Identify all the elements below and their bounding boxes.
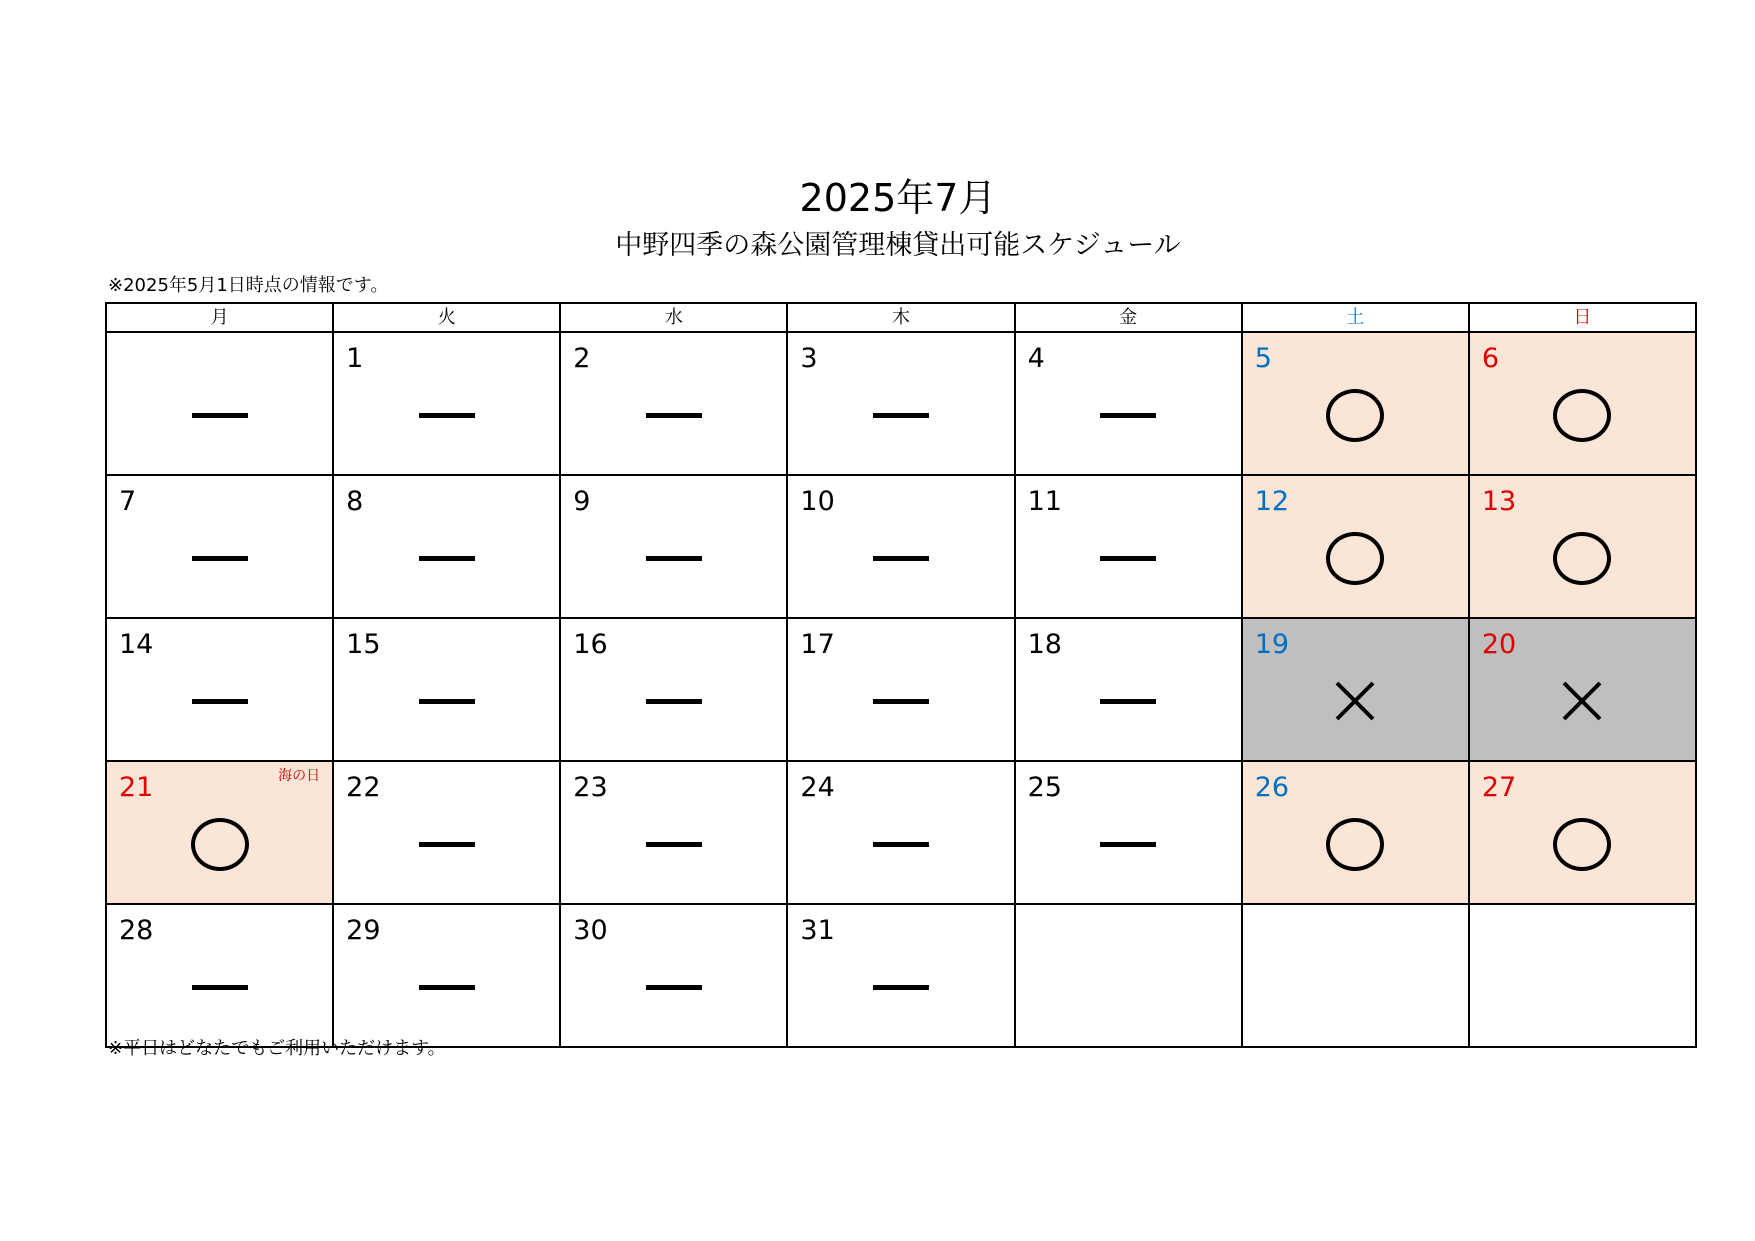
day-number: 1 [346, 343, 364, 374]
day-cell [1469, 332, 1696, 475]
day-cell [787, 904, 1014, 1047]
empty-day-cell [1469, 904, 1696, 1047]
holiday-label: 海の日 [278, 768, 321, 784]
unavailable-dash-icon [788, 504, 1013, 612]
day-cell [333, 904, 560, 1047]
weekday-header-row [106, 303, 1696, 332]
day-number: 20 [1481, 629, 1517, 660]
day-cell [1469, 618, 1696, 761]
day-number: 14 [119, 629, 154, 660]
day-cell [1242, 475, 1469, 618]
unavailable-dash-icon [334, 933, 559, 1041]
day-cell [106, 475, 333, 618]
day-number: 2 [573, 343, 591, 374]
calendar-week-row [106, 332, 1696, 475]
calendar-subtitle: 中野四季の森公園管理棟貸出可能スケジュール [615, 230, 1181, 261]
day-cell [560, 761, 787, 904]
day-number: 18 [1027, 629, 1062, 660]
unavailable-dash-icon [107, 504, 332, 612]
booked-cross-icon [1470, 647, 1695, 755]
day-cell [560, 475, 787, 618]
day-cell [333, 761, 560, 904]
day-cell [787, 475, 1014, 618]
day-cell [560, 904, 787, 1047]
day-number: 7 [119, 486, 137, 517]
day-cell [106, 618, 333, 761]
unavailable-dash-icon [334, 790, 559, 898]
day-cell [1015, 475, 1242, 618]
day-number: 19 [1254, 629, 1290, 660]
unavailable-dash-icon [1016, 361, 1241, 469]
day-cell [106, 761, 333, 904]
day-cell [1242, 618, 1469, 761]
day-cell [1015, 332, 1242, 475]
day-number: 6 [1481, 343, 1500, 374]
day-number: 9 [573, 486, 591, 517]
available-circle-icon [1243, 504, 1468, 612]
day-number: 23 [573, 772, 608, 803]
unavailable-dash-icon [561, 647, 786, 755]
day-cell [106, 904, 333, 1047]
empty-day-cell [1015, 904, 1242, 1047]
day-number: 15 [346, 629, 381, 660]
weekday-usage-note: ※平日はどなたでもご利用いただけます。 [108, 1038, 446, 1059]
day-number: 10 [800, 486, 835, 517]
day-number: 26 [1254, 772, 1290, 803]
day-number: 30 [573, 915, 608, 946]
calendar-week-row [106, 761, 1696, 904]
unavailable-dash-icon [561, 361, 786, 469]
day-cell [333, 332, 560, 475]
available-circle-icon [107, 790, 332, 898]
booked-cross-icon [1243, 647, 1468, 755]
day-cell [1015, 618, 1242, 761]
day-cell [787, 761, 1014, 904]
day-cell [560, 618, 787, 761]
day-cell [333, 475, 560, 618]
day-number: 27 [1481, 772, 1517, 803]
weekday-header: 土 [1242, 303, 1469, 332]
day-number: 3 [800, 343, 818, 374]
calendar-week-row [106, 904, 1696, 1047]
available-circle-icon [1243, 361, 1468, 469]
day-number: 25 [1027, 772, 1062, 803]
calendar-week-row [106, 618, 1696, 761]
unavailable-dash-icon [334, 647, 559, 755]
unavailable-dash-icon [561, 504, 786, 612]
unavailable-dash-icon [334, 361, 559, 469]
weekday-header: 火 [333, 303, 560, 332]
day-number: 5 [1254, 343, 1272, 374]
day-cell [1015, 761, 1242, 904]
day-cell [1469, 475, 1696, 618]
unavailable-dash-icon [788, 790, 1013, 898]
unavailable-dash-icon [107, 647, 332, 755]
calendar-weeks [106, 332, 1696, 1047]
weekday-header: 木 [787, 303, 1014, 332]
weekday-header: 水 [560, 303, 787, 332]
day-number: 4 [1027, 343, 1045, 374]
day-cell [787, 618, 1014, 761]
day-number: 17 [800, 629, 835, 660]
day-number: 21 [119, 772, 154, 803]
day-number: 8 [346, 486, 364, 517]
weekday-header: 月 [106, 303, 333, 332]
day-number: 29 [346, 915, 381, 946]
day-cell [787, 332, 1014, 475]
day-number: 31 [800, 915, 835, 946]
weekday-header: 日 [1469, 303, 1696, 332]
unavailable-dash-icon [788, 647, 1013, 755]
day-number: 24 [800, 772, 835, 803]
calendar-title: 2025年7月 [799, 176, 997, 220]
unavailable-dash-icon [1016, 790, 1241, 898]
info-date-note: ※2025年5月1日時点の情報です。 [108, 275, 389, 296]
unavailable-dash-icon [788, 361, 1013, 469]
unavailable-dash-icon [1016, 504, 1241, 612]
empty-day-cell [1242, 904, 1469, 1047]
available-circle-icon [1470, 504, 1695, 612]
available-circle-icon [1243, 790, 1468, 898]
day-number: 28 [119, 915, 154, 946]
available-circle-icon [1470, 361, 1695, 469]
available-circle-icon [1470, 790, 1695, 898]
day-cell [1242, 761, 1469, 904]
calendar-week-row [106, 475, 1696, 618]
unavailable-dash-icon [561, 933, 786, 1041]
day-cell [1469, 761, 1696, 904]
day-number: 22 [346, 772, 381, 803]
day-number: 12 [1254, 486, 1290, 517]
calendar-grid [105, 302, 1697, 1048]
day-number: 16 [573, 629, 608, 660]
unavailable-dash-icon [334, 504, 559, 612]
unavailable-dash-icon [561, 790, 786, 898]
day-number: 11 [1027, 486, 1062, 517]
day-cell [560, 332, 787, 475]
weekday-header: 金 [1015, 303, 1242, 332]
unavailable-dash-icon [107, 933, 332, 1041]
unavailable-dash-icon [1016, 647, 1241, 755]
empty-day-cell [106, 332, 333, 475]
day-number: 13 [1481, 486, 1517, 517]
day-cell [333, 618, 560, 761]
unavailable-dash-icon [788, 933, 1013, 1041]
unavailable-dash-icon [107, 361, 332, 469]
day-cell [1242, 332, 1469, 475]
